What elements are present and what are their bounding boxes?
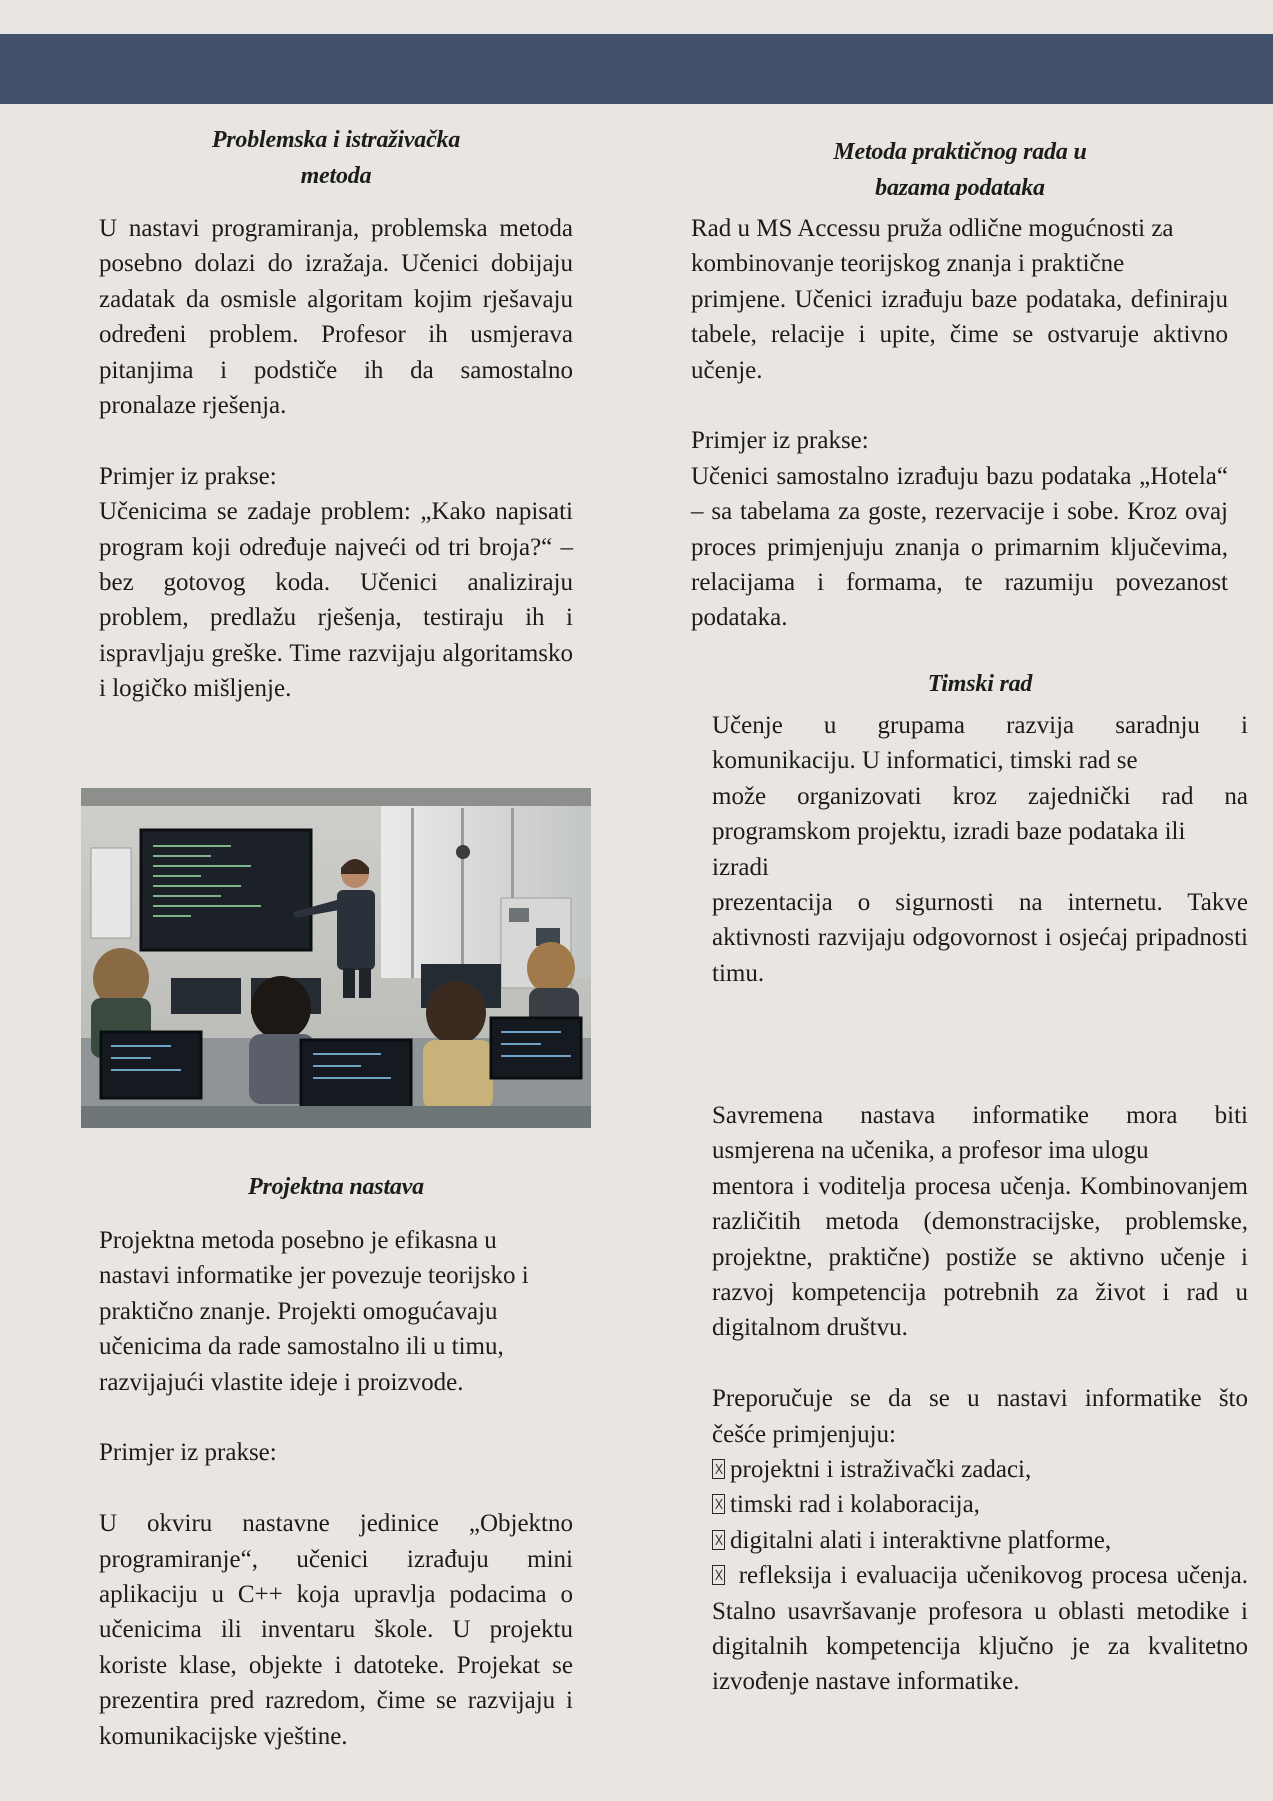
bullet-box-icon bbox=[712, 1459, 725, 1479]
heading-team-work-text: Timski rad bbox=[927, 671, 1033, 697]
database-method-line2: kombinovanje teorijskog znanja i praktične bbox=[691, 250, 1125, 278]
recommend-bullet-2 bbox=[712, 1487, 1248, 1522]
conclusion-section bbox=[712, 1098, 1248, 1700]
database-method-example-text: Učenici samostalno izrađuju bazu podataka „Hotela“ – sa tabelama za goste, rezervacije i sobe. Kroz ovaj proces primjenjuju znanja o primarnim ključevima, relacijama i formama, te razumiju povezanost podataka. bbox=[691, 462, 1228, 632]
project-teaching-section bbox=[99, 1223, 573, 1754]
team-work-section bbox=[712, 708, 1248, 991]
heading-problem-method bbox=[160, 122, 512, 194]
project-teaching-line2: nastavi informatike jer povezuje teorijsko i bbox=[99, 1262, 529, 1290]
project-teaching-line1: Projektna metoda posebno je efikasna u bbox=[99, 1227, 497, 1254]
recommend-bullet-4 bbox=[712, 1558, 1248, 1700]
problem-method-paragraph: U nastavi programiranja, problemska metoda posebno dolazi do izražaja. Učenici dobijaju zadatak da osmisle algoritam kojim rješavaju određeni problem. Profesor ih usmjerava pitanjima i podstiče ih da samostalno pronalaze rješenja. bbox=[99, 215, 573, 420]
team-work-line4: programskom projektu, izradi baze podataka ili bbox=[712, 818, 1186, 846]
recommend-bullet-3 bbox=[712, 1523, 1248, 1558]
database-method-section bbox=[691, 211, 1228, 636]
recommend-bullet-4-text: refleksija i evaluacija učenikovog procesa učenja. Stalno usavršavanje profesora u oblasti metodike i digitalnih kompetencija ključno je za kvalitetno izvođenje nastave informatike. bbox=[712, 1562, 1248, 1696]
heading-project-teaching-text: Projektna nastava bbox=[248, 1174, 424, 1200]
bullet-box-icon bbox=[712, 1494, 725, 1514]
recommend-bullet-1-text: projektni i istraživački zadaci, bbox=[730, 1456, 1032, 1484]
recommend-bullet-3-text: digitalni alati i interaktivne platforme, bbox=[730, 1526, 1112, 1554]
project-teaching-line5: razvijajući vlastite ideje i proizvode. bbox=[99, 1368, 464, 1396]
problem-method-section bbox=[99, 211, 573, 707]
project-teaching-line3: praktično znanje. Projekti omogućavaju bbox=[99, 1297, 498, 1325]
heading-project-teaching bbox=[160, 1169, 512, 1205]
team-work-line5: izradi bbox=[712, 853, 769, 881]
heading-problem-method-line1: Problemska i istraživačka bbox=[211, 127, 461, 153]
heading-database-method-line2: bazama podataka bbox=[875, 175, 1045, 201]
heading-database-method bbox=[780, 134, 1140, 206]
team-work-line3: može organizovati kroz zajednički rad na bbox=[712, 782, 1248, 810]
database-method-example-label: Primjer iz prakse: bbox=[691, 427, 869, 455]
classroom-photo bbox=[81, 788, 591, 1128]
problem-method-example-label: Primjer iz prakse: bbox=[99, 462, 277, 490]
heading-database-method-line1: Metoda praktičnog rada u bbox=[833, 139, 1087, 165]
team-work-line1: Učenje u grupama razvija saradnju i bbox=[712, 712, 1248, 739]
problem-method-example-text: Učenicima se zadaje problem: „Kako napisati program koji određuje najveći od tri broja?“ – bez gotovog koda. Učenici analiziraju problem, predlažu rješenja, testiraju ih i ispravljaju greške. Time razvijaju algoritamsko i logičko mišljenje. bbox=[99, 498, 573, 703]
heading-problem-method-line2: metoda bbox=[300, 163, 372, 189]
recommend-bullet-1 bbox=[712, 1452, 1248, 1487]
team-work-line2: komunikaciju. U informatici, timski rad se bbox=[712, 747, 1138, 775]
recommend-line1: Preporučuje se da se u nastavi informatike što bbox=[712, 1385, 1248, 1413]
recommend-bullet-2-text: timski rad i kolaboracija, bbox=[730, 1491, 980, 1519]
header-band bbox=[0, 34, 1273, 104]
database-method-paragraph-rest: primjene. Učenici izrađuju baze podataka, definiraju tabele, relacije i upite, čime se ostvaruje aktivno učenje. bbox=[691, 285, 1228, 384]
bullet-box-icon bbox=[712, 1565, 725, 1585]
project-teaching-example-label: Primjer iz prakse: bbox=[99, 1439, 277, 1467]
bullet-box-icon bbox=[712, 1530, 725, 1550]
heading-team-work bbox=[800, 666, 1160, 702]
project-teaching-example-text: U okviru nastavne jedinice „Objektno programiranje“, učenici izrađuju mini aplikaciju u C++ koja upravlja podacima o učenicima ili inventaru škole. U projektu koriste klase, objekte i datoteke. Projekat se prezentira pred razredom, čime se razvijaju i komunikacijske vještine. bbox=[99, 1510, 573, 1750]
conclusion-line1: Savremena nastava informatike mora biti bbox=[712, 1102, 1248, 1129]
conclusion-paragraph-rest: mentora i voditelja procesa učenja. Kombinovanjem različitih metoda (demonstracijske, problemske, projektne, praktične) postiže se aktivno učenje i razvoj kompetencija potrebnih za život i rad u digitalnom društvu. bbox=[712, 1172, 1248, 1342]
project-teaching-line4: učenicima da rade samostalno ili u timu, bbox=[99, 1333, 504, 1361]
recommend-line2: češće primjenjuju: bbox=[712, 1420, 896, 1448]
conclusion-line2: usmjerena na učenika, a profesor ima ulogu bbox=[712, 1137, 1149, 1165]
team-work-paragraph-rest: prezentacija o sigurnosti na internetu. Takve aktivnosti razvijaju odgovornost i osjećaj pripadnosti timu. bbox=[712, 889, 1248, 987]
database-method-line1: Rad u MS Accessu pruža odlične mogućnosti za bbox=[691, 215, 1174, 242]
